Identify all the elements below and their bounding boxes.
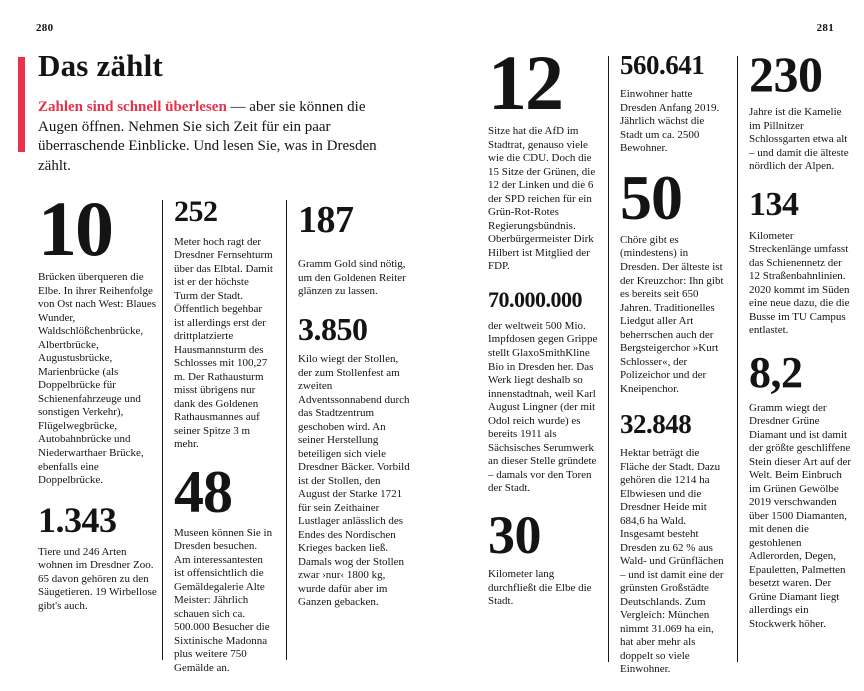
stat-number: 1.343 [38, 499, 117, 540]
stat-number: 12 [488, 39, 562, 126]
column-4 [488, 39, 600, 609]
stat-flaeche [620, 411, 726, 677]
stat-diamant [749, 348, 854, 631]
stat-text: Jahre ist die Kamelie im Pillnitzer Schlossgarten etwa alt – und damit die älteste nördlich der Alpen. [749, 106, 849, 173]
stat-number: 230 [749, 46, 823, 102]
stat-strassenbahn [749, 185, 854, 338]
stat-number: 134 [749, 185, 799, 223]
stat-number: 10 [38, 185, 112, 272]
stat-elbe [488, 504, 600, 609]
stat-einwohner [620, 52, 726, 156]
stat-text: Meter hoch ragt der Dresdner Fernsehturm über das Elbtal. Damit ist er der höchste Turm der Stadt. Öffentlich begehbar ist allerdings erst der drittplatzierte Hausmannsturm des Schlosses mit 100,27 m. Der Rathausturm misst übrigens nur dank des Goldenen Rathausmannes auf seiner Spitze 3 m mehr. [174, 235, 273, 451]
page-title: Das zählt [38, 48, 163, 83]
intro-highlight: Zahlen sind schnell überlesen [38, 99, 227, 115]
column-divider-3 [608, 56, 609, 662]
stat-number: 50 [620, 161, 682, 233]
stat-text: Sitze hat die AfD im Stadtrat, genauso viele wie die CDU. Doch die 15 Sitze der Grünen, die 12 der Linken und die 6 der SPD reichen für ein Grün-Rot-Rotes Regierungsbündnis. Oberbürgermeister Dirk Hilbert ist Mitglied der FDP. [488, 125, 596, 273]
stat-text: Museen können Sie in Dresden besuchen. Am interessantesten ist offensichtlich die Gemäldegalerie Alte Meister: Jährlich schauen sich ca. 500.000 Besucher die Sixtinische Madonna plus weitere 750 Gemälde an. [174, 526, 273, 674]
column-3 [298, 199, 410, 610]
stat-text: Gramm Gold sind nötig, um den Goldenen Reiter glänzen zu lassen. [298, 258, 406, 298]
column-2 [174, 195, 275, 675]
stat-text: Tiere und 246 Arten wohnen im Dresdner Zoo. 65 davon gehören zu den Säugetieren. 19 Wirbellose gibt's auch. [38, 545, 157, 612]
stat-stollen [298, 310, 410, 610]
stat-museen [174, 458, 275, 676]
stat-zootiere [38, 499, 158, 614]
stat-gold [298, 199, 410, 299]
title-accent-bar [18, 57, 25, 152]
column-5 [620, 52, 726, 677]
stat-bruecken [38, 185, 158, 488]
column-divider-1 [162, 200, 163, 660]
stat-text: Einwohner hatte Dresden Anfang 2019. Jährlich wächst die Stadt um ca. 2500 Bewohner. [620, 88, 720, 155]
column-1 [38, 185, 158, 613]
stat-number: 32.848 [620, 409, 692, 440]
stat-choere [620, 161, 726, 397]
stat-text: der weltweit 500 Mio. Impfdosen gegen Grippe stellt GlaxoSmithKline Bio in Dresden her. Das Werk liegt deshalb so innenstadtnah, weil Karl August Lingner (der mit Odol reich wurde) es bereits 1911 als Sächsisches Serumwerk an dieser Stelle gründete – damals vor den Toren der Stadt. [488, 319, 598, 495]
page-number-left: 280 [36, 22, 54, 34]
stat-number: 30 [488, 504, 541, 565]
stat-number: 187 [298, 199, 354, 241]
stat-number: 8,2 [749, 348, 803, 397]
stat-number: 252 [174, 195, 218, 228]
stat-text: Kilo wiegt der Stollen, der zum Stollenfest am zweiten Adventssonnabend durch das Stadtzentrum geschoben wird. An seiner Herstellung beteiligen sich viele Dresdner Bäcker. Vorbild ist der Stollen, den August der Starke 1721 für sein Zeithainer Lustlager anlässlich des Endes des Nordischen Krieges backen ließ. Damals wog der Stollen zwar ›nur‹ 1800 kg, wurde dafür aber im Ganzen gebacken. [298, 353, 410, 609]
intro-rest: — aber sie können die Augen öffnen. Nehmen Sie sich Zeit für ein paar überraschende Einblicke. Und lesen Sie, was in Dresden zählt. [38, 99, 377, 174]
stat-text: Brücken überqueren die Elbe. In ihrer Reihenfolge von Ost nach West: Blaues Wunder, Waldschlößchenbrücke, Albertbrücke, Augustusbrücke, Marienbrücke (als Doppelbrücke für Schienenfahrzeuge und sonstigen Verkehr), Flügelwegbrücke, Autobahnbrücke und Niederwarthaer Brücke, ebenfalls eine Doppelbrücke. [38, 271, 157, 487]
column-6 [749, 46, 854, 631]
stat-text: Gramm wiegt der Dresdner Grüne Diamant und ist damit der größte geschliffene Stein dieser Art auf der Welt. Beim Einbruch im Grünen Gewölbe 2019 verschwanden über 1500 Diamanten, mit denen die gestohlenen Adlerorden, Degen, Epauletten, Palmetten besetzt waren. Der Grüne Diamant liegt allerdings ein Stockwerk höher. [749, 401, 852, 630]
stat-text: Kilometer lang durchfließt die Elbe die Stadt. [488, 568, 592, 608]
column-divider-4 [737, 56, 738, 662]
stat-kamelie [749, 46, 854, 174]
intro-paragraph [38, 98, 390, 176]
stat-stadtrat [488, 39, 600, 274]
stat-number: 48 [174, 458, 232, 525]
page-number-right: 281 [816, 22, 834, 34]
stat-number: 70.000.000 [488, 286, 582, 312]
stat-text: Kilometer Streckenlänge umfasst das Schienennetz der 12 Straßenbahnlinien. 2020 kommt im Süden eine neue dazu, die die Busse im TU Campus entlastet. [749, 229, 850, 337]
stat-impfdosen [488, 286, 600, 496]
stat-text: Chöre gibt es (mindestens) in Dresden. Der älteste ist der Kreuzchor: Ihn gibt es bereits seit 650 Jahren. Traditionelles Liedgut aller Art beherrschen auch der Bergsteigerchor »Kurt Schlosser«, der Polizeichor und der Kneipenchor. [620, 233, 724, 395]
stat-fernsehturm [174, 195, 275, 452]
stat-text: Hektar beträgt die Fläche der Stadt. Dazu gehören die 1214 ha Elbwiesen und die Dresdner Heide mit 684,6 ha Wald. Insgesamt besteht Dresden zu 62 % aus Wald- und Grünflächen – und ist damit eine der grünsten Großstädte Deutschlands. Zum Vergleich: München nimmt 31.069 ha ein, hat aber mehr als doppelt so viele Einwohner. [620, 447, 724, 676]
stat-number: 3.850 [298, 310, 368, 347]
stat-number: 560.641 [620, 50, 705, 80]
column-divider-2 [286, 200, 287, 660]
